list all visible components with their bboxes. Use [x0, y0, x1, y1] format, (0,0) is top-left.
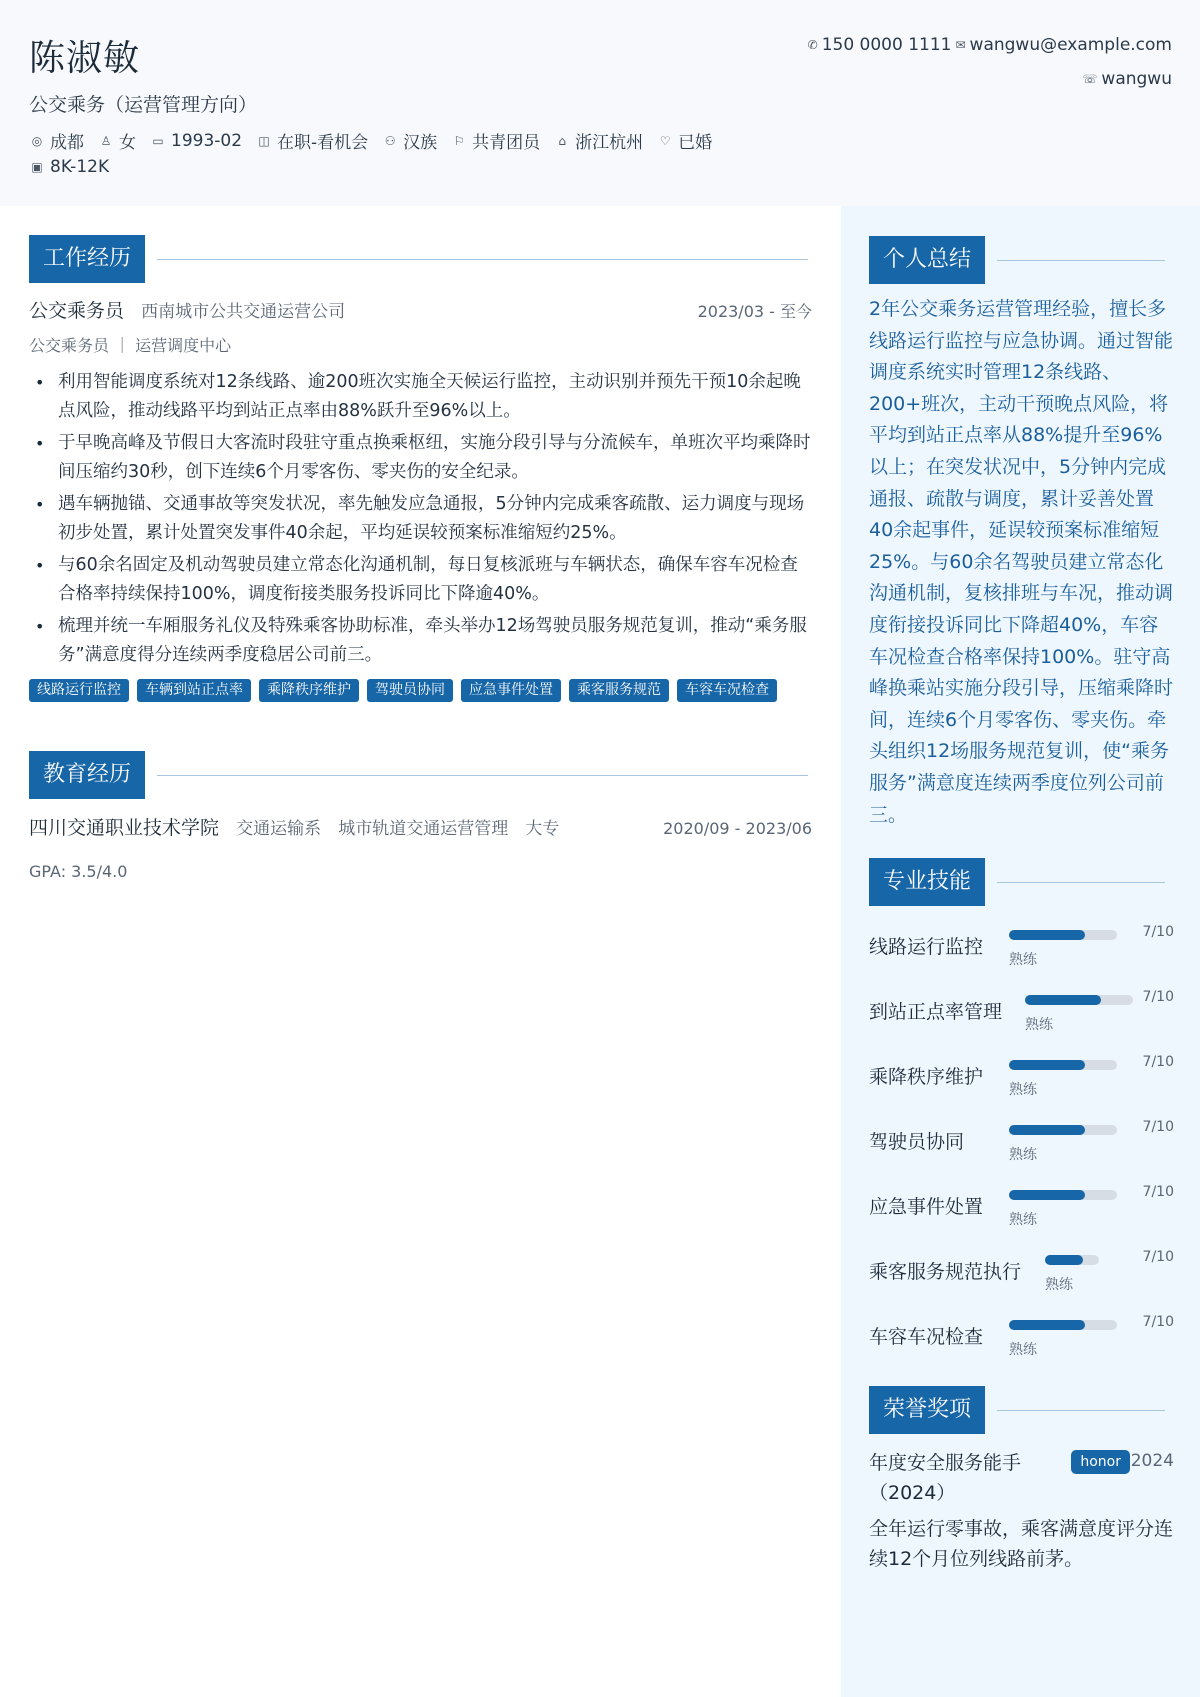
skill-score: 7/10 [1142, 924, 1174, 940]
skill-name: 应急事件处置 [869, 1196, 984, 1218]
job-role: 公交乘务员 [29, 300, 125, 322]
skill-bar-fill [1009, 1125, 1085, 1135]
job-date: 2023/03 - 至今 [697, 302, 812, 321]
job-entry [29, 296, 812, 673]
phone-number[interactable]: 150 0000 1111 [821, 35, 952, 55]
education-header [29, 813, 812, 840]
job-department: 公交乘务员 ｜ 运营调度中心 [29, 336, 232, 355]
skill-level: 熟练 [1009, 952, 1037, 968]
meta-ethnicity: ⚇ 汉族 [382, 128, 437, 153]
wechat-icon: ☏ [1082, 72, 1098, 86]
skill-name: 乘降秩序维护 [869, 1066, 984, 1088]
honor-name: 年度安全服务能手（2024） [869, 1452, 1022, 1504]
skill-name: 车容车况检查 [869, 1326, 984, 1348]
job-bullet: • 与60余名固定及机动驾驶员建立常态化沟通机制，每日复核派班与车辆状态，确保车容车况检查合格率持续保持100%，调度衔接类服务投诉同比下降逾40%。 [29, 551, 812, 609]
skill-bar [1009, 1190, 1117, 1200]
contact-row [808, 34, 1172, 56]
job-bullets [29, 368, 812, 670]
section-divider [997, 1410, 1165, 1411]
skill-item [869, 1052, 1174, 1108]
skill-item [869, 987, 1174, 1043]
skill-name: 到站正点率管理 [869, 1001, 1003, 1023]
skill-score: 7/10 [1142, 1119, 1174, 1135]
people-icon: ⚇ [384, 133, 396, 148]
section-title-summary: 个人总结 [869, 236, 985, 284]
skill-bar [1009, 1320, 1117, 1330]
meta-status: ◫ 在职-看机会 [256, 128, 368, 153]
home-icon: ⌂ [558, 133, 566, 148]
skill-score: 7/10 [1142, 1249, 1174, 1265]
honor-year: 2024 [1130, 1451, 1174, 1471]
meta-marital: ♡ 已婚 [657, 128, 712, 153]
summary-text: 2年公交乘务运营管理经验，擅长多线路运行监控与应急协调。通过智能调度系统实时管理12条线路、200+班次，主动干预晚点风险，将平均到站正点率从88%提升至96%以上；在突发状况中，5分钟内完成通报、疏散与调度，累计妥善处置40余起事件，延误较预案标准缩短25%。与60余名驾驶员建立常态化沟通机制，复核排班与车况，推动调度衔接投诉同比下降超40%，车容车况检查合格率保持100%。驻守高峰换乘站实施分段引导，压缩乘降时间，连续6个月零客伤、零夹伤。牵头组织12场服务规范复训，使“乘务服务”满意度连续两季度位列公司前三。 [869, 298, 1174, 826]
skill-tag: 乘客服务规范 [569, 679, 669, 702]
calendar-icon: ▭ [152, 133, 164, 148]
skill-name: 线路运行监控 [869, 936, 984, 958]
briefcase-icon: ◫ [258, 133, 270, 148]
job-bullet: • 遇车辆抛锚、交通事故等突发状况，率先触发应急通报，5分钟内完成乘客疏散、运力调度与现场初步处置，累计处置突发事件40余起，平均延误较预案标准缩短约25%。 [29, 490, 812, 548]
honor-entry [869, 1448, 1174, 1574]
skill-bar [1025, 995, 1133, 1005]
mail-icon: ✉ [955, 38, 966, 52]
skill-bar-fill [1025, 995, 1101, 1005]
job-company: 西南城市公共交通运营公司 [141, 302, 346, 322]
skill-bar [1009, 1060, 1117, 1070]
skill-score: 7/10 [1142, 1054, 1174, 1070]
flag-icon: ⚐ [453, 133, 465, 148]
education-gpa: GPA: 3.5/4.0 [29, 862, 128, 881]
honor-badge: honor [1071, 1450, 1130, 1474]
meta-birth: ▭ 1993-02 [150, 131, 242, 151]
skill-score: 7/10 [1142, 989, 1174, 1005]
skill-tag: 驾驶员协同 [367, 679, 453, 702]
skill-bar [1009, 930, 1117, 940]
skill-level: 熟练 [1009, 1082, 1037, 1098]
job-target: 公交乘务（运营管理方向） [29, 94, 258, 116]
meta-politics: ⚐ 共青团员 [451, 128, 540, 153]
job-bullet: • 利用智能调度系统对12条线路、逾200班次实施全天候运行监控，主动识别并预先干预10余起晚点风险，推动线路平均到站正点率由88%跃升至96%以上。 [29, 368, 812, 426]
skill-level: 熟练 [1009, 1342, 1037, 1358]
meta-location: ◎ 成都 [29, 128, 84, 153]
phone-icon: ✆ [807, 38, 818, 52]
meta-salary: ▣ 8K-12K [29, 157, 109, 177]
wechat-row [808, 68, 1172, 90]
skill-tag: 线路运行监控 [29, 679, 129, 702]
skill-bar-fill [1045, 1255, 1083, 1265]
meta-hometown: ⌂ 浙江杭州 [554, 128, 643, 153]
section-divider [157, 775, 808, 776]
skill-tag: 应急事件处置 [461, 679, 561, 702]
money-icon: ▣ [31, 160, 43, 174]
section-title-work: 工作经历 [29, 235, 145, 283]
school-department: 交通运输系 [236, 819, 322, 839]
meta-gender: ♙ 女 [98, 128, 136, 153]
section-divider [157, 259, 808, 260]
section-divider [997, 882, 1165, 883]
skill-level: 熟练 [1009, 1147, 1037, 1163]
school-major: 城市轨道交通运营管理 [338, 819, 509, 839]
heart-icon: ♡ [659, 133, 671, 148]
skill-tags [29, 679, 789, 708]
section-title-skills: 专业技能 [869, 858, 985, 906]
section-title-honors: 荣誉奖项 [869, 1386, 985, 1434]
section-summary [869, 236, 1165, 284]
section-education [29, 751, 808, 799]
salary-row [29, 157, 123, 177]
section-divider [997, 260, 1165, 261]
skill-item [869, 1312, 1174, 1368]
gender-icon: ♙ [100, 133, 112, 148]
job-header [29, 296, 812, 323]
email-address[interactable]: wangwu@example.com [969, 35, 1172, 55]
skill-item [869, 1117, 1174, 1173]
skill-level: 熟练 [1009, 1212, 1037, 1228]
job-bullet: • 梳理并统一车厢服务礼仪及特殊乘客协助标准，牵头举办12场驾驶员服务规范复训，推动“乘务服务”满意度得分连续两季度稳居公司前三。 [29, 612, 812, 670]
honor-header [869, 1448, 1174, 1508]
location-icon: ◎ [31, 133, 43, 148]
education-entry [29, 813, 812, 881]
personal-info-row [29, 128, 726, 153]
school-name: 四川交通职业技术学院 [29, 817, 220, 839]
section-title-education: 教育经历 [29, 751, 145, 799]
skill-bar-fill [1009, 1190, 1085, 1200]
section-skills [869, 858, 1165, 906]
skill-score: 7/10 [1142, 1184, 1174, 1200]
skill-score: 7/10 [1142, 1314, 1174, 1330]
section-honors [869, 1386, 1165, 1434]
skill-tag: 车容车况检查 [677, 679, 777, 702]
education-date: 2020/09 - 2023/06 [663, 819, 812, 838]
job-bullet: • 于早晚高峰及节假日大客流时段驻守重点换乘枢纽，实施分段引导与分流候车，单班次平均乘降时间压缩约30秒，创下连续6个月零客伤、零夹伤的安全纪录。 [29, 429, 812, 487]
skill-tag: 乘降秩序维护 [259, 679, 359, 702]
wechat-id: wangwu [1101, 69, 1172, 89]
skill-item [869, 1182, 1174, 1238]
section-work [29, 235, 808, 283]
skill-bar [1009, 1125, 1117, 1135]
resume-header [0, 0, 1200, 206]
honor-description: 全年运行零事故，乘客满意度评分连续12个月位列线路前茅。 [869, 1518, 1174, 1570]
school-degree: 大专 [525, 819, 560, 839]
skill-tag: 车辆到站正点率 [137, 679, 251, 702]
skill-item [869, 1247, 1174, 1303]
skill-name: 驾驶员协同 [869, 1131, 965, 1153]
skill-bar-fill [1009, 1060, 1085, 1070]
skill-bar-fill [1009, 930, 1085, 940]
skill-level: 熟练 [1025, 1017, 1053, 1033]
skill-bar-fill [1009, 1320, 1085, 1330]
candidate-name: 陈淑敏 [29, 38, 141, 79]
skill-bar [1045, 1255, 1099, 1265]
skill-item [869, 922, 1174, 978]
skill-level: 熟练 [1045, 1277, 1073, 1293]
skill-name: 乘客服务规范执行 [869, 1261, 1022, 1283]
contact-block [808, 34, 1172, 102]
